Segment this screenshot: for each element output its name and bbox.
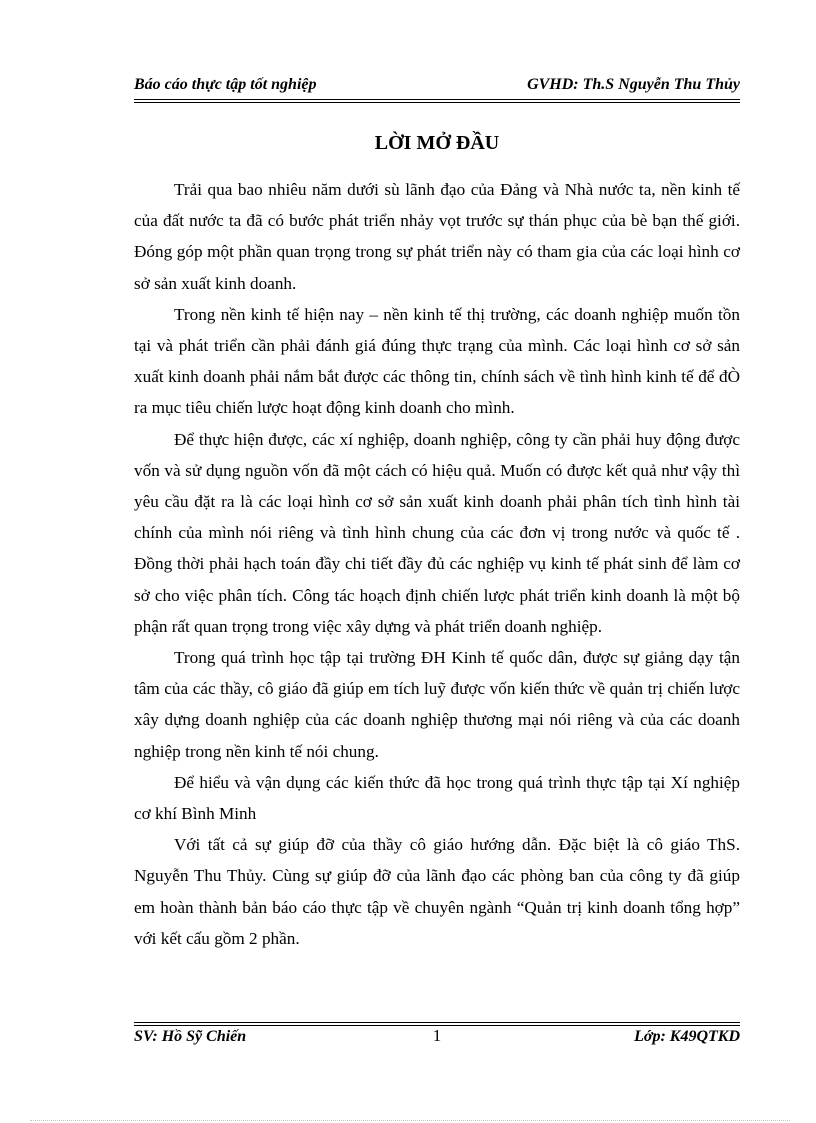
paragraph: Trải qua bao nhiêu năm dưới sù lãnh đạo của Đảng và Nhà nước ta, nền kinh tế của đất nước ta đã có bước phát triển nhảy vọt trước sự thán phục của bè bạn thế giới. Đóng góp một phần quan trọng trong sự phát triển này có tham gia của các loại hình cơ sở sản xuất kinh doanh. bbox=[134, 180, 740, 293]
page-title: LỜI MỞ ĐẦU bbox=[374, 132, 500, 154]
page-header bbox=[134, 76, 740, 94]
paragraph: Để hiểu và vận dụng các kiến thức đã học trong quá trình thực tập tại Xí nghiệp cơ khí Bình Minh bbox=[134, 772, 740, 824]
header-divider bbox=[134, 99, 740, 103]
page-number: 1 bbox=[432, 1026, 442, 1045]
paragraph: Với tất cả sự giúp đỡ của thầy cô giáo hướng dẫn. Đặc biệt là cô giáo ThS. Nguyễn Thu Thủy. Cùng sự giúp đỡ của lãnh đạo các phòng ban của công ty đã giúp em hoàn thành bản báo cáo thực tập về chuyên ngành “Quản trị kinh doanh tổng hợp” với kết cấu gồm 2 phần. bbox=[134, 835, 740, 948]
student-name: SV: Hồ Sỹ Chiến bbox=[134, 1028, 247, 1045]
page-bottom-edge bbox=[30, 1120, 790, 1121]
class-code: Lớp: K49QTKD bbox=[634, 1028, 740, 1045]
document-body bbox=[134, 174, 740, 954]
page-footer bbox=[134, 1028, 740, 1048]
supervisor: GVHD: Th.S Nguyễn Thu Thủy bbox=[527, 76, 740, 93]
paragraph: Trong nền kinh tế hiện nay – nền kinh tế thị trường, các doanh nghiệp muốn tồn tại và phát triển cần phải đánh giá đúng thực trạng của mình. Các loại hình cơ sở sản xuất kinh doanh phải nắm bắt được các thông tin, chính sách về tình hình kinh tế để đÒ ra mục tiêu chiến lược hoạt động kinh doanh cho mình. bbox=[134, 304, 740, 418]
report-title: Báo cáo thực tập tốt nghiệp bbox=[134, 76, 317, 93]
paragraph: Trong quá trình học tập tại trường ĐH Kinh tế quốc dân, được sự giảng dạy tận tâm của các thầy, cô giáo đã giúp em tích luỹ được vốn kiến thức về quản trị chiến lược xây dựng doanh nghiệp của các doanh nghiệp thương mại nói riêng và của các doanh nghiệp trong nền kinh tế nói chung. bbox=[134, 648, 740, 761]
paragraph: Để thực hiện được, các xí nghiệp, doanh nghiệp, công ty cần phải huy động được vốn và sử dụng nguồn vốn đã một cách có hiệu quả. Muốn có được kết quả như vậy thì yêu cầu đặt ra là các loại hình cơ sở sản xuất kinh doanh phải phân tích tình hình tài chính của mình nói riêng và tình hình chung của các đơn vị trong nước và quốc tế . Đồng thời phải hạch toán đầy chi tiết đầy đủ các nghiệp vụ kinh tế phát sinh để làm cơ sở cho việc phân tích. Công tác hoạch định chiến lược phát triển kinh doanh là một bộ phận rất quan trọng trong việc xây dựng và phát triển doanh nghiệp. bbox=[134, 429, 740, 636]
